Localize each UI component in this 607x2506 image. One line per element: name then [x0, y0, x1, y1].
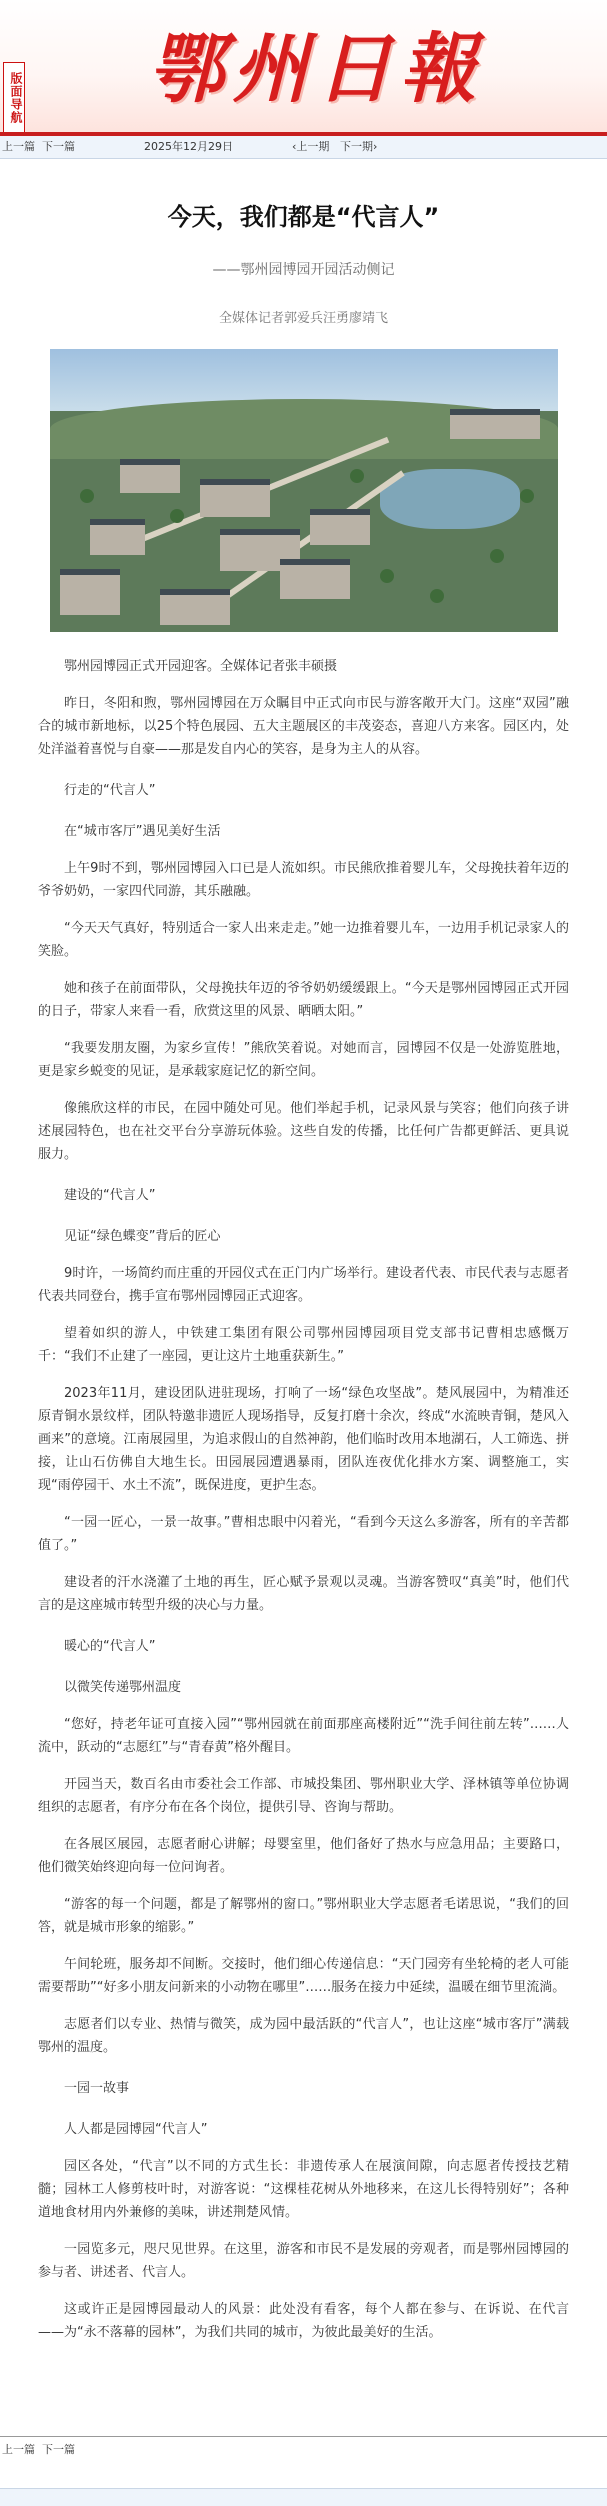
prev-article-link-bottom[interactable]: 上一篇 [2, 2443, 35, 2456]
body-paragraph: 志愿者们以专业、热情与微笑，成为园中最活跃的“代言人”，也让这座“城市客厅”满载鄂州的温度。 [38, 2017, 569, 2055]
photo-caption: 鄂州园博园正式开园迎客。全媒体记者张丰硕摄 [64, 659, 338, 674]
prev-issue-link[interactable]: ‹上一期 [292, 140, 330, 153]
body-paragraph: 像熊欣这样的市民，在园中随处可见。他们举起手机，记录风景与笑容；他们向孩子讲述展园特色，也在社交平台分享游玩体验。这些自发的传播，比任何广告都更鲜活、更具说服力。 [38, 1101, 569, 1162]
article [0, 201, 607, 2344]
section-heading: 人人都是园博园“代言人” [64, 2122, 208, 2137]
photo-tree [490, 549, 504, 563]
article-title: 今天，我们都是“代言人” [167, 203, 440, 231]
next-article-link-bottom[interactable]: 下一篇 [42, 2443, 75, 2456]
section-heading: 以微笑传递鄂州温度 [64, 1680, 182, 1695]
photo-building [450, 409, 540, 439]
section-heading: 行走的“代言人” [64, 783, 156, 798]
body-paragraph: 昨日，冬阳和煦，鄂州园博园在万众瞩目中正式向市民与游客敞开大门。这座“双园”融合的城市新地标，以25个特色展园、五大主题展区的丰茂姿态，喜迎八方来客。园区内，处处洋溢着喜悦与自豪——那是发自内心的笑容，是身为主人的从容。 [38, 696, 569, 757]
body-paragraph: “我要发朋友圈，为家乡宣传！”熊欣笑着说。对她而言，园博园不仅是一处游览胜地，更是家乡蜕变的见证，是承载家庭记忆的新空间。 [38, 1041, 569, 1079]
photo-building [200, 479, 270, 517]
photo-tree [80, 489, 94, 503]
photo-building [160, 589, 230, 625]
next-issue-link[interactable]: 下一期› [340, 140, 378, 153]
section-heading: 一园一故事 [64, 2081, 130, 2096]
bottom-strip [0, 2488, 607, 2506]
photo-building [280, 559, 350, 599]
next-issue-label: 下一期 [340, 140, 373, 153]
photo-building [120, 459, 180, 493]
bottom-nav-bar [0, 2436, 607, 2467]
body-paragraph: 9时许，一场简约而庄重的开园仪式在正门内广场举行。建设者代表、市民代表与志愿者代表共同登台，携手宣布鄂州园博园正式迎客。 [38, 1266, 569, 1304]
photo-building [310, 509, 370, 545]
body-paragraph: 在各展区展园，志愿者耐心讲解；母婴室里，他们备好了热水与应急用品；主要路口，他们微笑始终迎向每一位问询者。 [38, 1837, 569, 1875]
body-paragraph: “游客的每一个问题，都是了解鄂州的窗口。”鄂州职业大学志愿者毛诺思说，“我们的回答，就是城市形象的缩影。” [38, 1897, 569, 1935]
photo-tree [520, 489, 534, 503]
body-paragraph: 她和孩子在前面带队，父母挽扶年迈的爷爷奶奶缓缓跟上。“今天是鄂州园博园正式开园的日子，带家人来看一看，欣赏这里的风景、晒晒太阳。” [38, 981, 569, 1019]
body-paragraph: 上午9时不到，鄂州园博园入口已是人流如织。市民熊欣推着婴儿车，父母挽扶着年迈的爷爷奶奶，一家四代同游，其乐融融。 [38, 861, 569, 899]
body-paragraph: 园区各处，“代言”以不同的方式生长：非遗传承人在展演间隙，向志愿者传授技艺精髓；园林工人修剪枝叶时，对游客说：“这棵桂花树从外地移来，在这儿长得特别好”；各种道地食材用内外兼修的美味，讲述荆楚风情。 [38, 2159, 569, 2220]
body-paragraph: 一园览多元，咫尺见世界。在这里，游客和市民不是发展的旁观者，而是鄂州园博园的参与者、讲述者、代言人。 [38, 2242, 569, 2280]
body-paragraph: 午间轮班，服务却不间断。交接时，他们细心传递信息：“天门园旁有坐轮椅的老人可能需要帮助”“好多小朋友问新来的小动物在哪里”……服务在接力中延续，温暖在细节里流淌。 [38, 1957, 569, 1995]
section-heading: 在“城市客厅”遇见美好生活 [64, 824, 221, 839]
issue-date: 2025年12月29日 [144, 140, 233, 153]
prev-issue-label: 上一期 [296, 140, 330, 153]
section-nav-tag[interactable]: 版面导航 [3, 62, 25, 134]
article-subtitle: ——鄂州园博园开园活动侧记 [212, 262, 395, 278]
body-paragraph: 这或许正是园博园最动人的风景：此处没有看客，每个人都在参与、在诉说、在代言——为“永不落幕的园林”，为我们共同的城市，为彼此最美好的生活。 [38, 2302, 569, 2340]
masthead [0, 0, 607, 136]
body-paragraph: 2023年11月，建设团队进驻现场，打响了一场“绿色攻坚战”。楚风展园中，为精准还原青铜水景纹样，团队特邀非遗匠人现场指导，反复打磨十余次，终成“水流映青铜，楚风入画来”的意境。江南展园里，为追求假山的自然神韵，他们临时改用本地湖石，人工筛选、拼接，让山石仿佛自大地生长。田园展园遭遇暴雨，团队连夜优化排水方案、调整施工，实现“雨停园干、水土不流”，既保进度，更护生态。 [38, 1386, 569, 1493]
body-paragraph: 望着如织的游人，中铁建工集团有限公司鄂州园博园项目党支部书记曹相忠感慨万千：“我们不止建了一座园，更让这片土地重获新生。” [38, 1326, 569, 1364]
photo-building [90, 519, 145, 555]
photo-tree [170, 509, 184, 523]
photo-building [60, 569, 120, 615]
body-paragraph: “今天天气真好，特别适合一家人出来走走。”她一边推着婴儿车，一边用手机记录家人的笑脸。 [38, 921, 569, 959]
prev-article-link[interactable]: 上一篇 [2, 140, 35, 153]
article-body [38, 692, 569, 2344]
section-heading: 建设的“代言人” [64, 1188, 156, 1203]
article-byline: 全媒体记者郭爱兵汪勇廖靖飞 [218, 311, 388, 326]
body-paragraph: 建设者的汗水浇灌了土地的再生，匠心赋予景观以灵魂。当游客赞叹“真美”时，他们代言的是这座城市转型升级的决心与力量。 [38, 1575, 569, 1613]
next-article-link[interactable]: 下一篇 [42, 140, 75, 153]
section-heading: 暖心的“代言人” [64, 1639, 156, 1654]
body-paragraph: “一园一匠心，一景一故事。”曹相忠眼中闪着光，“看到今天这么多游客，所有的辛苦都值了。” [38, 1515, 569, 1553]
top-nav-bar [0, 136, 607, 159]
article-photo [50, 349, 558, 632]
newspaper-logo: 鄂州日報 [148, 24, 484, 113]
photo-tree [430, 589, 444, 603]
body-paragraph: “您好，持老年证可直接入园”“鄂州园就在前面那座高楼附近”“洗手间往前左转”……人流中，跃动的“志愿红”与“青春黄”格外醒目。 [38, 1717, 569, 1755]
photo-tree [380, 569, 394, 583]
section-heading: 见证“绿色蝶变”背后的匠心 [64, 1229, 221, 1244]
body-paragraph: 开园当天，数百名由市委社会工作部、市城投集团、鄂州职业大学、泽林镇等单位协调组织的志愿者，有序分布在各个岗位，提供引导、咨询与帮助。 [38, 1777, 569, 1815]
photo-tree [350, 469, 364, 483]
